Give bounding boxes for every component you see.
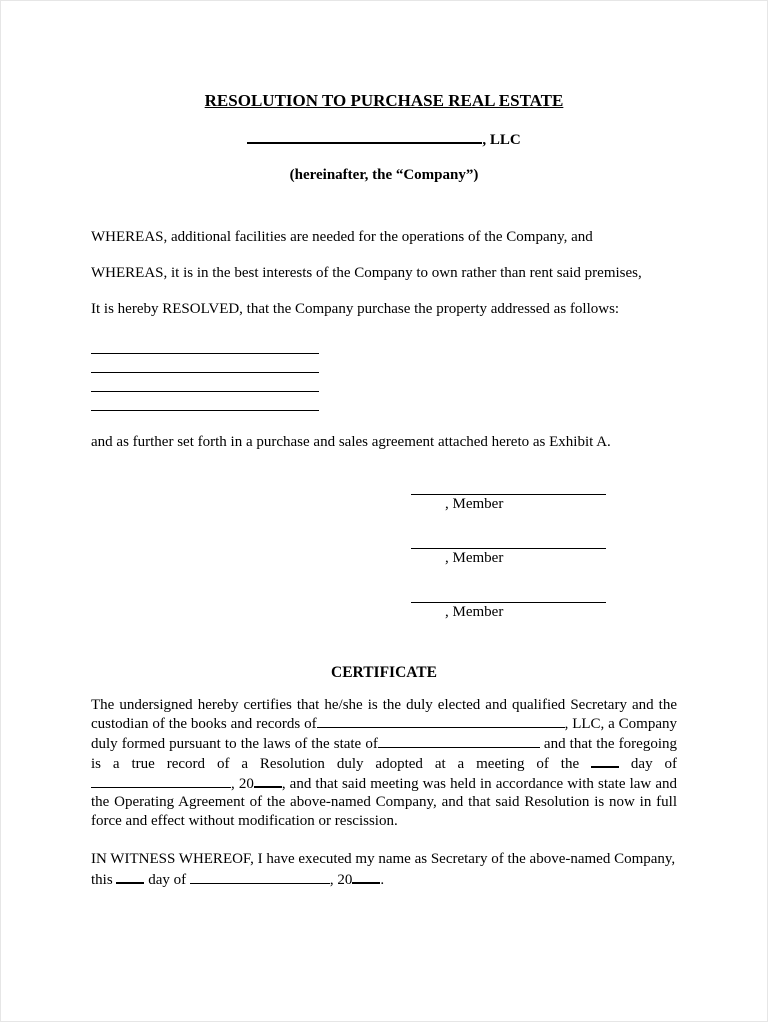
document-subtitle: (hereinafter, the “Company”) (289, 167, 479, 183)
witness-paragraph (91, 850, 677, 890)
signature-area (411, 480, 677, 622)
member-signature-block-1 (411, 480, 677, 514)
witness-day-blank[interactable] (116, 869, 144, 884)
certificate-meeting-month-blank[interactable] (91, 774, 231, 788)
witness-year-blank[interactable] (352, 869, 380, 884)
whereas-clause-2: WHEREAS, it is in the best interests of the Company to own rather than rent said premises, (91, 264, 642, 281)
certificate-text-2: , LLC, a Company duly formed pursuant to the laws of the state of (91, 716, 677, 752)
company-suffix-label: , LLC (482, 132, 521, 148)
certificate-company-name-blank[interactable] (317, 714, 565, 728)
certificate-text-5: , 20 (231, 776, 254, 793)
certificate-text-1: The undersigned hereby certifies that he/she is the duly elected and qualified Secretary and the custodian of the books and records of (91, 697, 677, 733)
certificate-text-3: and that the foregoing is a true record of a Resolution duly adopted at a meeting of the (91, 735, 677, 772)
certificate-text-6: , and that said meeting was held in accordance with state law and the Operating Agreement of the above-named Company, and that said Resolution is now in full force and effect without modification or rescission. (91, 776, 677, 829)
witness-text-4: . (380, 871, 385, 888)
certificate-meeting-day-blank[interactable] (591, 753, 619, 768)
further-clause: and as further set forth in a purchase and sales agreement attached hereto as Exhibit A. (91, 434, 611, 451)
company-name-blank[interactable] (247, 129, 482, 144)
witness-text-3: , 20 (329, 871, 353, 888)
witness-text-2: day of (144, 871, 190, 888)
member-signature-block-2 (411, 534, 677, 568)
certificate-text-4: day of (619, 755, 677, 772)
certificate-heading: CERTIFICATE (331, 664, 437, 681)
witness-month-blank[interactable] (190, 870, 330, 884)
resolved-clause: It is hereby RESOLVED, that the Company purchase the property addressed as follows: (91, 300, 620, 317)
document-title: RESOLUTION TO PURCHASE REAL ESTATE (204, 91, 564, 110)
member-label-3: , Member (445, 604, 504, 620)
property-address-line-4[interactable] (91, 392, 319, 411)
property-address-block (91, 335, 677, 411)
certificate-paragraph (91, 696, 677, 830)
member-label-2: , Member (445, 550, 504, 566)
whereas-clause-1: WHEREAS, additional facilities are needed for the operations of the Company, and (91, 229, 593, 245)
property-address-line-3[interactable] (91, 373, 319, 392)
certificate-state-blank[interactable] (378, 734, 540, 748)
member-signature-block-3 (411, 588, 677, 622)
member-label-1: , Member (445, 496, 504, 512)
property-address-line-1[interactable] (91, 335, 319, 354)
witness-text-1: IN WITNESS WHEREOF, I have executed my name as Secretary of the above-named Company, this (91, 851, 676, 888)
member-signature-line-3[interactable] (411, 588, 606, 603)
property-address-line-2[interactable] (91, 354, 319, 373)
member-signature-line-2[interactable] (411, 534, 606, 549)
certificate-meeting-year-blank[interactable] (254, 773, 282, 788)
member-signature-line-1[interactable] (411, 480, 606, 495)
company-name-line (91, 129, 677, 149)
